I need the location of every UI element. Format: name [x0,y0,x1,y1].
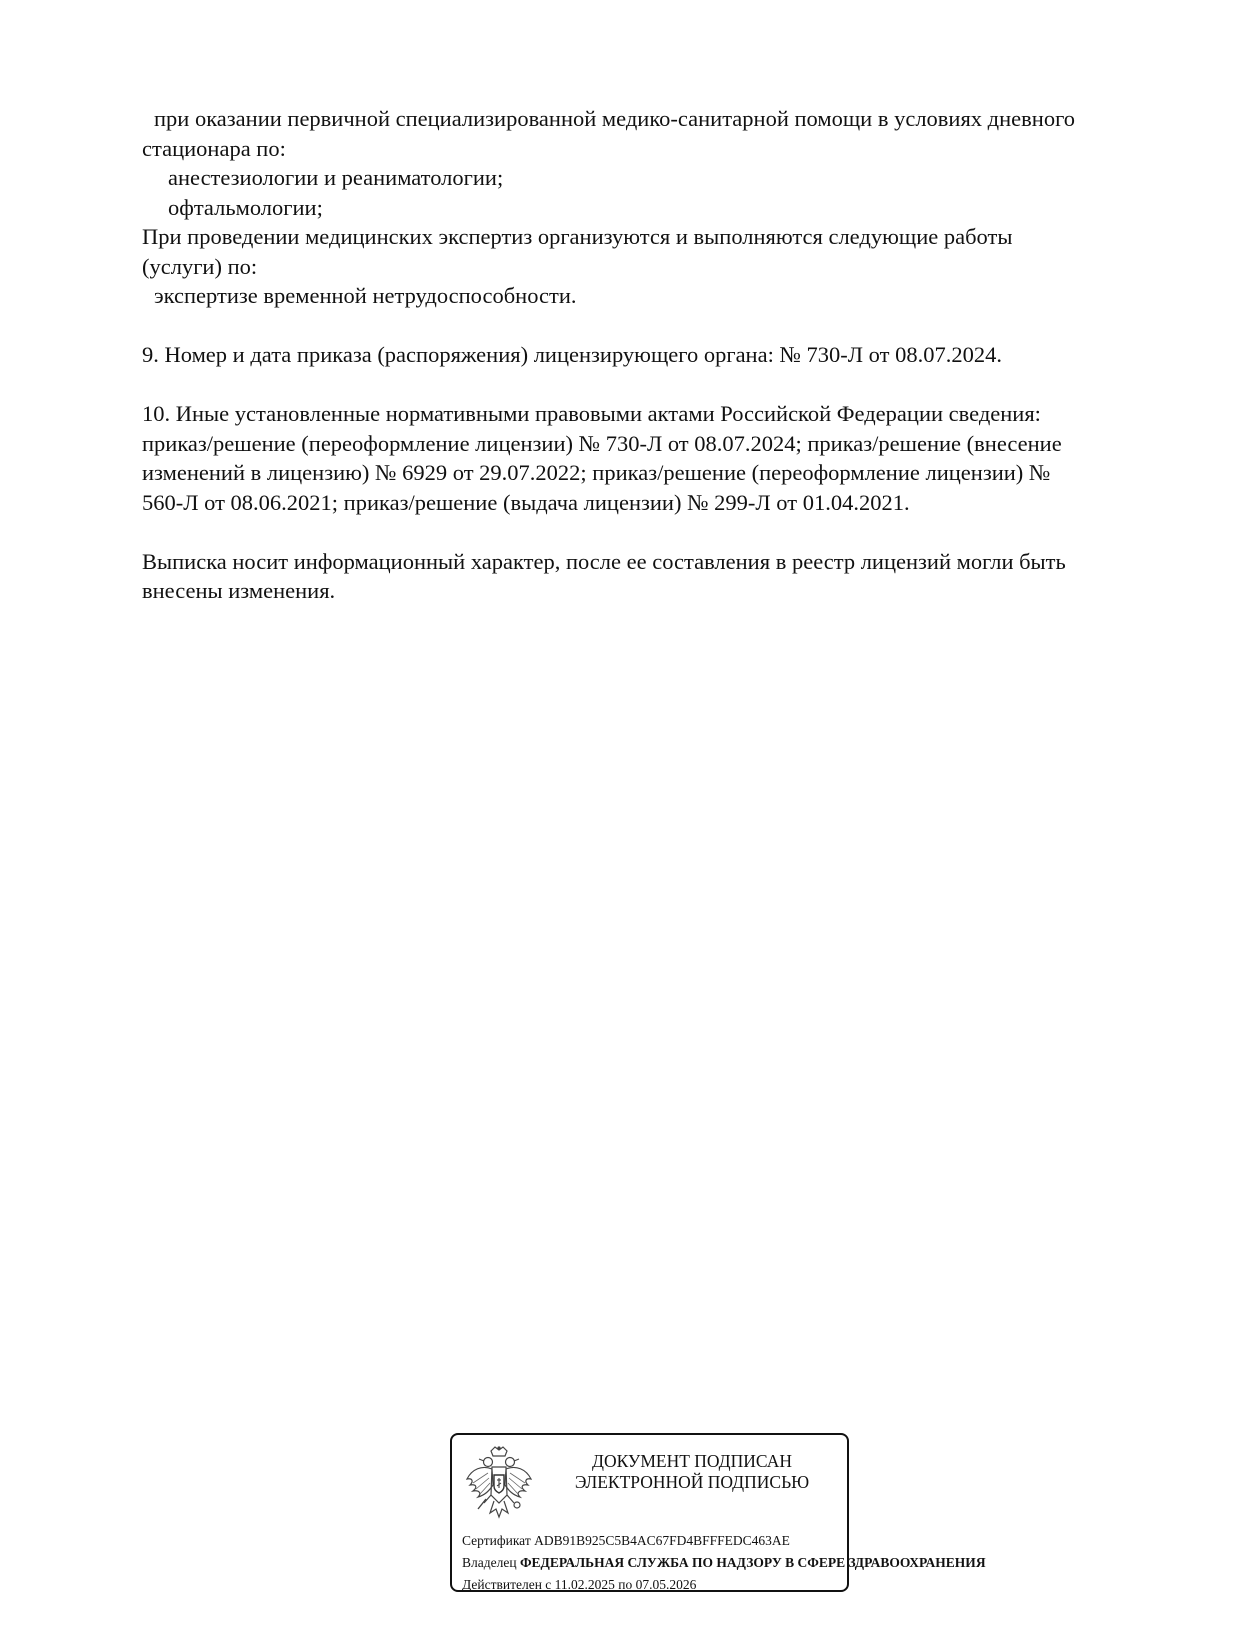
validity-row: Действителен с 11.02.2025 по 07.05.2026 [462,1577,697,1592]
paragraph-gap [142,370,1152,400]
paragraph-gap [142,311,1152,341]
order-number-line: 9. Номер и дата приказа (распоряжения) лицензирующего органа: № 730-Л от 08.07.2024. [142,342,1002,367]
text-line: приказ/решение (переоформление лицензии) № 730-Л от 08.07.2024; приказ/решение (внесение [142,430,1062,456]
stamp-title-line: ДОКУМЕНТ ПОДПИСАН [592,1451,792,1471]
certificate-row [462,1530,1062,1552]
stamp-title [542,1451,842,1493]
text-line: офтальмологии; [168,194,323,220]
stamp-title-line: ЭЛЕКТРОННОЙ ПОДПИСЬЮ [574,1472,810,1492]
owner-value: ФЕДЕРАЛЬНАЯ СЛУЖБА ПО НАДЗОРУ В СФЕРЕ ЗДРАВООХРАНЕНИЯ [519,1555,986,1570]
text-line: экспертизе временной нетрудоспособности. [154,283,577,308]
russian-coat-of-arms-icon [464,1445,534,1523]
stamp-info [462,1530,1062,1596]
text-line: стационара по: [142,135,286,161]
text-line: изменений в лицензию) № 6929 от 29.07.2022; приказ/решение (переоформление лицензии) № [142,460,1051,485]
document-body [142,104,1152,606]
certificate-value: ADB91B925C5B4AC67FD4BFFFEDC463AE [534,1533,790,1548]
text-line: анестезиологии и реаниматологии; [168,165,504,190]
disclaimer-line: Выписка носит информационный характер, после ее составления в реестр лицензий могли быть [142,548,1066,574]
certificate-label: Сертификат [462,1533,531,1548]
owner-label: Владелец [462,1555,517,1570]
text-line: При проведении медицинских экспертиз организуются и выполняются следующие работы [142,224,1013,249]
text-line: 560-Л от 08.06.2021; приказ/решение (выдача лицензии) № 299-Л от 01.04.2021. [142,489,910,515]
owner-row [462,1552,1062,1574]
disclaimer-line: внесены изменения. [142,578,336,603]
text-line: при оказании первичной специализированной медико-санитарной помощи в условиях дневного [154,106,1075,131]
text-line: 10. Иные установленные нормативными правовыми актами Российской Федерации сведения: [142,401,1041,426]
text-line: (услуги) по: [142,253,258,279]
electronic-signature-stamp [450,1433,986,1592]
paragraph-gap [142,517,1152,547]
